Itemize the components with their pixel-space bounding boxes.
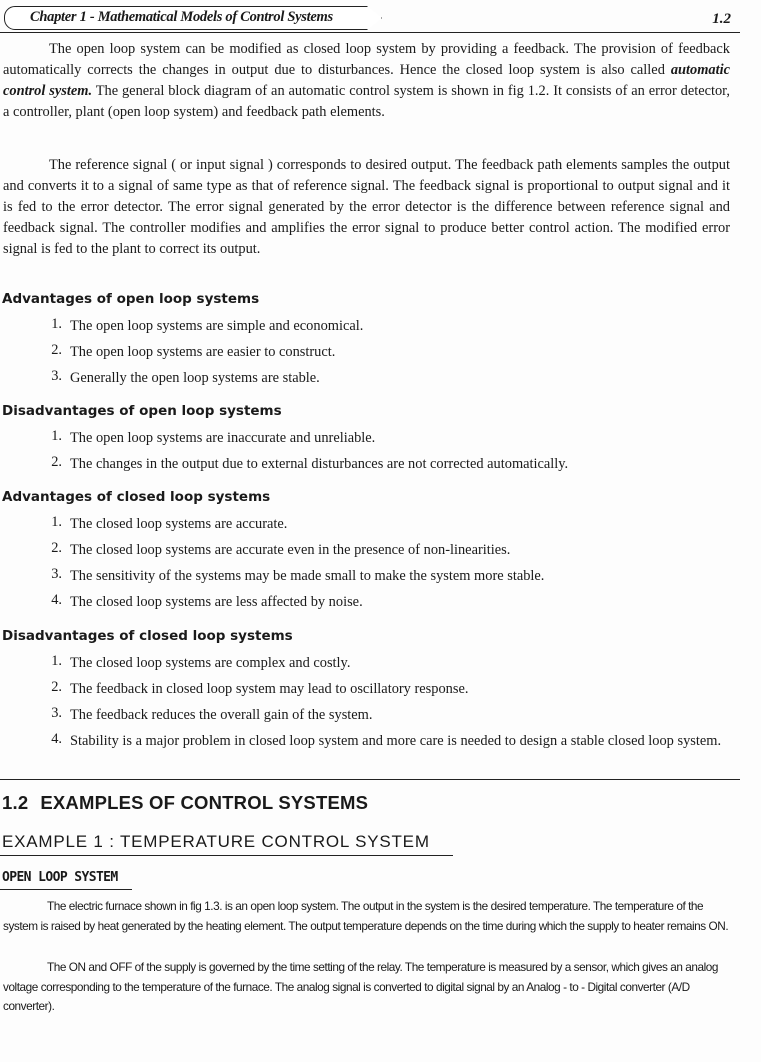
item-number: 1. [51, 428, 62, 444]
list-item [0, 566, 740, 592]
list-item [0, 316, 740, 342]
example-p1-text: The electric furnace shown in fig 1.3. is an open loop system. The output in the system is the desired temperature. The temperature of the system is raised by heat generated by the heating element. The output temperature depends on the time during which the supply to heater remains ON. [3, 899, 729, 933]
list-adv-open [0, 316, 740, 394]
section-divider [0, 779, 740, 780]
item-text: The closed loop systems are accurate even in the presence of non-linearities. [70, 542, 511, 558]
item-number: 3. [51, 705, 62, 721]
intro-paragraph-2 [3, 155, 730, 260]
item-number: 4. [51, 731, 62, 747]
subheading-open-loop: OPEN LOOP SYSTEM [2, 870, 118, 885]
chapter-title: Chapter 1 - Mathematical Models of Control Systems [30, 9, 333, 25]
item-text: The open loop systems are simple and economical. [70, 318, 364, 334]
item-number: 1. [51, 653, 62, 669]
item-number: 3. [51, 566, 62, 582]
example-paragraph-1 [3, 897, 733, 936]
section-heading [2, 792, 368, 814]
heading-adv-closed: Advantages of closed loop systems [2, 489, 271, 505]
intro-paragraph-1 [3, 39, 730, 123]
item-text: The closed loop systems are accurate. [70, 516, 288, 532]
list-item [0, 454, 740, 480]
item-text: The feedback in closed loop system may lead to oscillatory response. [70, 681, 469, 697]
intro-p1-text-end: The general block diagram of an automatic control system is shown in fig 1.2. It consists of an error detector, a controller, plant (open loop system) and feedback path elements. [3, 83, 730, 120]
item-number: 2. [51, 454, 62, 470]
example-p2-text: The ON and OFF of the supply is governed by the time setting of the relay. The temperature is measured by a sensor, which gives an analog voltage corresponding to the temperature of the furnace. The analog signal is converted to digital signal by an Analog - to - Digital converter (A/D converter). [3, 960, 719, 1013]
heading-dis-closed: Disadvantages of closed loop systems [2, 628, 293, 644]
intro-p1-text: The open loop system can be modified as closed loop system by providing a feedback. The provision of feedback automatically corrects the changes in output due to disturbances. Hence the closed loop system is also called [3, 41, 730, 78]
list-dis-closed [0, 653, 740, 757]
item-number: 1. [51, 316, 62, 332]
heading-dis-open: Disadvantages of open loop systems [2, 403, 282, 419]
header-rule [0, 32, 740, 33]
page-number: 1.2 [712, 11, 731, 27]
list-adv-closed [0, 514, 740, 618]
subheading-underline [0, 889, 132, 890]
example-heading-underline [0, 855, 453, 856]
item-text: The closed loop systems are less affected by noise. [70, 594, 363, 610]
list-item [0, 540, 740, 566]
list-item [0, 342, 740, 368]
item-text: The changes in the output due to external disturbances are not corrected automatically. [70, 456, 569, 472]
list-item [0, 514, 740, 540]
item-number: 2. [51, 342, 62, 358]
list-dis-open [0, 428, 740, 480]
section-title: EXAMPLES OF CONTROL SYSTEMS [40, 792, 369, 813]
section-number: 1.2 [2, 792, 29, 813]
item-number: 2. [51, 679, 62, 695]
list-item [0, 679, 740, 705]
item-number: 3. [51, 368, 62, 384]
list-item [0, 592, 740, 618]
item-text: The feedback reduces the overall gain of the system. [70, 707, 373, 723]
intro-p1-emphasis: automatic control system. [3, 62, 730, 99]
item-number: 4. [51, 592, 62, 608]
list-item [0, 428, 740, 454]
item-text: The closed loop systems are complex and costly. [70, 655, 351, 671]
list-item [0, 653, 740, 679]
item-text: The sensitivity of the systems may be made small to make the system more stable. [70, 568, 545, 584]
item-number: 2. [51, 540, 62, 556]
list-item [0, 731, 740, 757]
item-number: 1. [51, 514, 62, 530]
item-text: The open loop systems are easier to construct. [70, 344, 336, 360]
example-paragraph-2 [3, 958, 733, 1017]
item-text: Stability is a major problem in closed loop system and more care is needed to design a stable closed loop system. [70, 733, 722, 749]
item-text: Generally the open loop systems are stable. [70, 370, 320, 386]
example-heading: EXAMPLE 1 : TEMPERATURE CONTROL SYSTEM [2, 832, 430, 851]
intro-p2-text: The reference signal ( or input signal ) corresponds to desired output. The feedback path elements samples the output and converts it to a signal of same type as that of reference signal. The feedback signal is proportional to output signal and it is fed to the error detector. The error signal generated by the error detector is the difference between reference signal and feedback signal. The controller modifies and amplifies the error signal to produce better control action. The modified error signal is fed to the plant to correct its output. [3, 157, 730, 257]
list-item [0, 705, 740, 731]
item-text: The open loop systems are inaccurate and unreliable. [70, 430, 376, 446]
heading-adv-open: Advantages of open loop systems [2, 291, 260, 307]
list-item [0, 368, 740, 394]
